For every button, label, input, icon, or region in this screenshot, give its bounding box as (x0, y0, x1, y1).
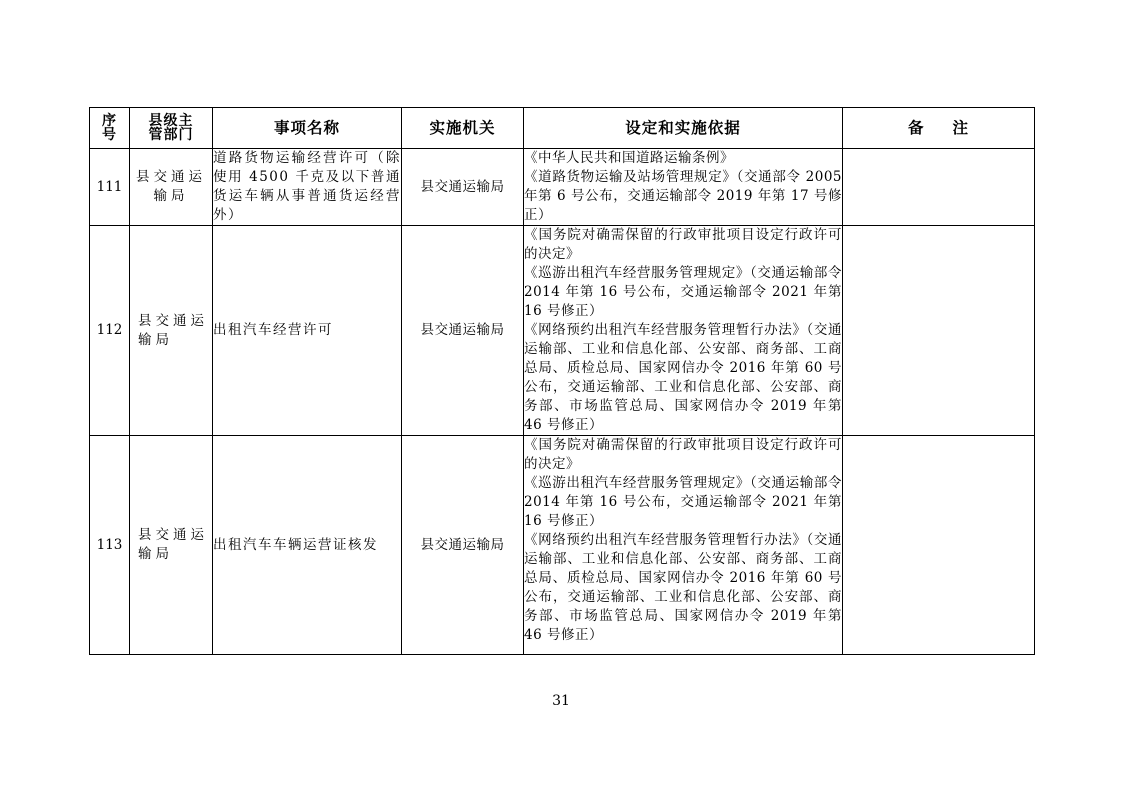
row-org: 县交通运输局 (402, 226, 524, 436)
row-basis (524, 226, 843, 436)
row-seq: 111 (90, 149, 130, 226)
header-basis: 设定和实施依据 (524, 108, 843, 149)
table-row (90, 149, 1035, 226)
row-dept: 县交通运输局 (130, 436, 213, 655)
row-dept: 县交通运输局 (130, 226, 213, 436)
row-org: 县交通运输局 (402, 436, 524, 655)
basis-line: 《国务院对确需保留的行政审批项目设定行政许可的决定》 (524, 437, 842, 472)
header-dept: 县级主 管部门 (130, 108, 213, 149)
table-row (90, 436, 1035, 655)
table-row (90, 226, 1035, 436)
basis-line: 《巡游出租汽车经营服务管理规定》（交通运输部令 2014 年第 16 号公布，交通运输部令 2021 年第 16 号修正） (524, 265, 842, 319)
row-dept: 县交通运输局 (130, 149, 213, 226)
basis-line: 《道路货物运输及站场管理规定》（交通部令 2005 年第 6 号公布，交通运输部令 2019 年第 17 号修正） (524, 169, 842, 223)
row-item-name: 出租汽车车辆运营证核发 (213, 436, 402, 655)
row-item-name: 出租汽车经营许可 (213, 226, 402, 436)
row-org: 县交通运输局 (402, 149, 524, 226)
item-table (89, 107, 1035, 655)
row-seq: 112 (90, 226, 130, 436)
page-number: 31 (552, 693, 570, 709)
basis-line: 《国务院对确需保留的行政审批项目设定行政许可的决定》 (524, 227, 842, 262)
header-item-name: 事项名称 (213, 108, 402, 149)
row-note (843, 436, 1035, 655)
header-note: 备 注 (843, 108, 1035, 149)
row-note (843, 149, 1035, 226)
header-seq: 序 号 (90, 108, 130, 149)
basis-line: 《中华人民共和国道路运输条例》 (524, 150, 734, 166)
row-basis (524, 436, 843, 655)
header-implementing-org: 实施机关 (402, 108, 524, 149)
row-item-name: 道路货物运输经营许可（除使用 4500 千克及以下普通货运车辆从事普通货运经营外） (213, 149, 402, 226)
row-seq: 113 (90, 436, 130, 655)
basis-line: 《网络预约出租汽车经营服务管理暂行办法》（交通运输部、工业和信息化部、公安部、商务部、工商总局、质检总局、国家网信办令 2016 年第 60 号公布，交通运输部、工业和信息化部、公安部、商务部、市场监管总局、国家网信办令 2019 年第 46 号修正） (524, 532, 842, 643)
basis-line: 《网络预约出租汽车经营服务管理暂行办法》（交通运输部、工业和信息化部、公安部、商务部、工商总局、质检总局、国家网信办令 2016 年第 60 号公布，交通运输部、工业和信息化部、公安部、商务部、市场监管总局、国家网信办令 2019 年第 46 号修正） (524, 322, 842, 433)
basis-line: 《巡游出租汽车经营服务管理规定》（交通运输部令 2014 年第 16 号公布，交通运输部令 2021 年第 16 号修正） (524, 475, 842, 529)
row-basis (524, 149, 843, 226)
row-note (843, 226, 1035, 436)
table-header-row (90, 108, 1035, 149)
